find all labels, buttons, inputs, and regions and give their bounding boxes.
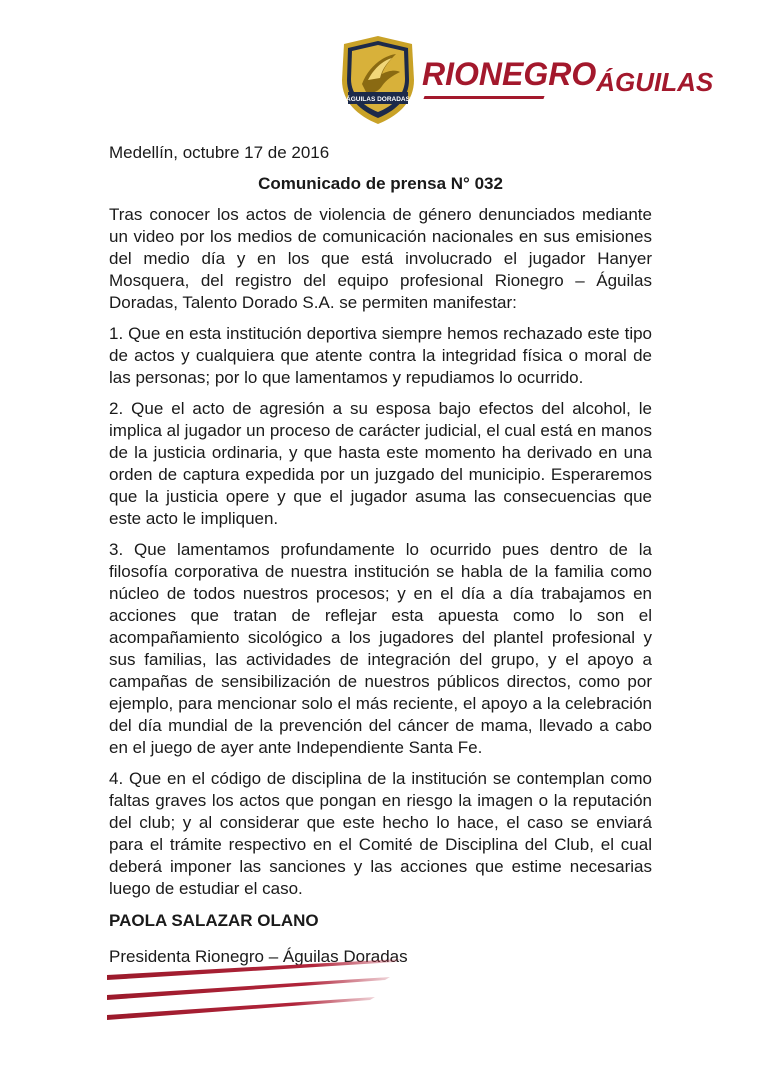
point-3: 3. Que lamentamos profundamente lo ocurrido pues dentro de la filosofía corporativa de nuestra institución se habla de la familia como núcleo de todos nuestros procesos; y en el día a día trabajamos en acciones que tratan de reflejar esta apuesta como lo son el acompañamiento sicológico a los jugadores del plantel profesional y sus familias, las actividades de integración del grupo, y el apoyo a campañas de sensibilización de nuestros públicos directos, como por ejemplo, para mencionar solo el más reciente, el apoyo a la celebración del día mundial de la prevención del cáncer de mama, llevado a cabo en el juego de ayer ante Independiente Santa Fe. [109,540,652,757]
club-wordmark [422,56,714,97]
point-2: 2. Que el acto de agresión a su esposa bajo efectos del alcohol, le implica al jugador un proceso de carácter judicial, el cual está en manos de la justicia ordinaria, y que hasta este momento ha derivado en una orden de captura expedida por un juzgado del municipio. Esperaremos que la justicia opere y que el jugador asuma las consecuencias que este acto le impliquen. [109,399,652,528]
club-crest-logo [338,34,418,126]
point-1: 1. Que en esta institución deportiva siempre hemos rechazado este tipo de actos y cualquiera que atente contra la integridad física o moral de las personas; por lo que lamentamos y repudiamos lo ocurrido. [109,324,652,387]
wordmark-underline [423,96,544,99]
point-4: 4. Que en el código de disciplina de la institución se contemplan como faltas graves los actos que pongan en riesgo la imagen o la reputación del club; y al considerar que este hecho lo hace, el caso se enviará para el trámite respectivo en el Comité de Disciplina del Club, el cual deberá imponer las sanciones y las acciones que estime necesarias luego de estudiar el caso. [109,769,652,898]
decorative-stripes [105,955,405,1025]
letter-date: Medellín, octubre 17 de 2016 [109,143,330,162]
wordmark-part1: RIONEGRO [422,56,597,92]
signer-title: Presidenta Rionegro – Águilas Doradas [109,947,408,966]
press-release-title: Comunicado de prensa N° 032 [258,174,503,193]
signer-name: PAOLA SALAZAR OLANO [109,911,319,930]
intro-paragraph: Tras conocer los actos de violencia de género denunciados mediante un video por los medios de comunicación nacionales en sus emisiones del medio día y en los que está involucrado el jugador Hanyer Mosquera, del registro del equipo profesional Rionegro – Águilas Doradas, Talento Dorado S.A. se permiten manifestar: [109,205,652,312]
wordmark-part2: ÁGUILAS [596,67,714,97]
crest-text: ÁGUILAS DORADAS [346,96,410,103]
press-release-body [109,140,652,968]
letterhead [338,34,714,129]
